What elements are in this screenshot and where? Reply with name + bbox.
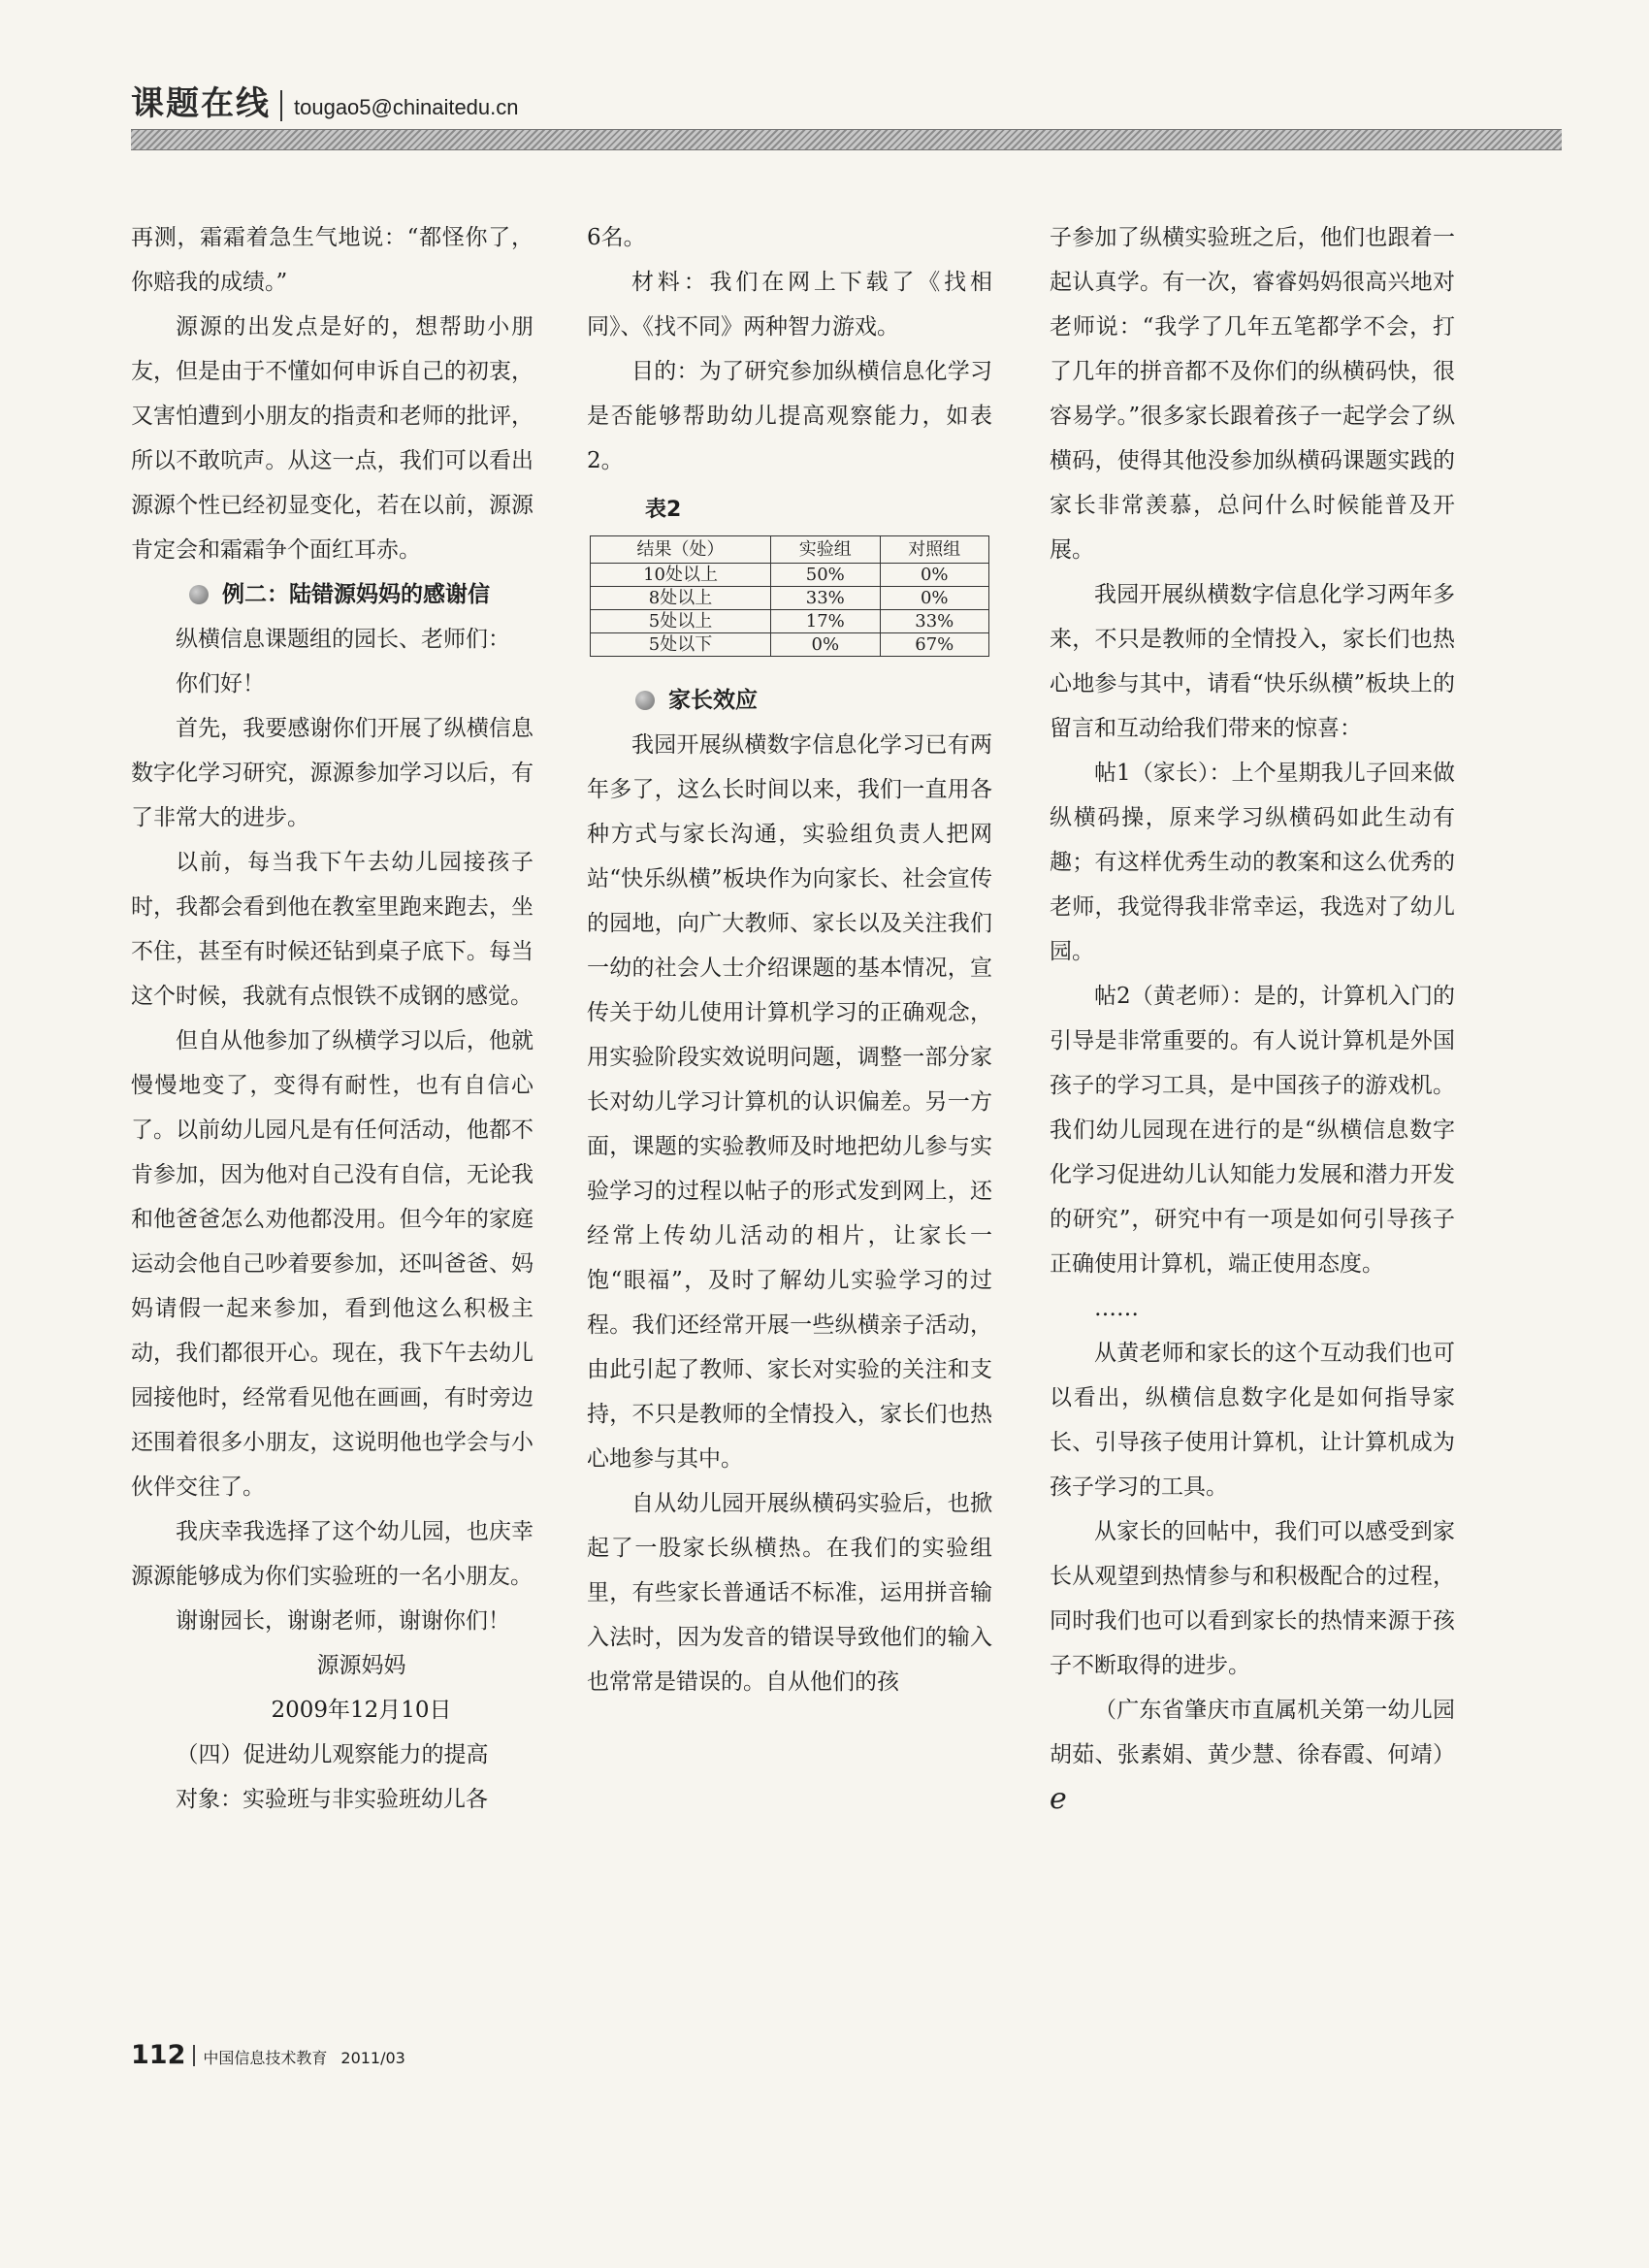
forum-post-2: 帖2（黄老师）：是的，计算机入门的引导是非常重要的。有人说计算机是外国孩子的学习工具，是中国孩子的游戏机。我们幼儿园现在进行的是“纵横信息数字化学习促进幼儿认知能力发展和潜力开发的研究”，研究中有一项是如何引导孩子正确使用计算机，端正使用态度。 xyxy=(1050,984,1455,1277)
paragraph: 材料：我们在网上下载了《找相同》、《找不同》两种智力游戏。 xyxy=(587,270,992,340)
subsection-heading: （四）促进幼儿观察能力的提高 xyxy=(176,1742,489,1767)
end-mark: e xyxy=(1050,1782,1067,1816)
ellipsis: …… xyxy=(1094,1296,1139,1321)
paragraph: 谢谢园长，谢谢老师，谢谢你们！ xyxy=(176,1608,510,1634)
paragraph: 子参加了纵横实验班之后，他们也跟着一起认真学。有一次，睿睿妈妈很高兴地对老师说：“我学了几年五笔都学不会，打了几年的拼音都不及你们的纵横码快，很容易学。”很多家长跟着孩子一起学会了纵横码，使得其他没参加纵横码课题实践的家长非常羡慕，总问什么时候能普及开展。 xyxy=(1050,225,1455,563)
paragraph: 目的：为了研究参加纵横信息化学习是否能够帮助幼儿提高观察能力，如表2。 xyxy=(587,359,992,473)
table-row xyxy=(591,564,989,587)
table-header-cell: 结果（处） xyxy=(591,536,771,564)
table-header-cell: 对照组 xyxy=(880,536,988,564)
table-cell: 10处以上 xyxy=(591,564,771,587)
footer-divider xyxy=(193,2045,195,2066)
letter-date: 2009年12月10日 xyxy=(271,1698,452,1723)
table-cell: 67% xyxy=(880,633,988,657)
letter-signature: 源源妈妈 xyxy=(316,1653,406,1678)
section-name: 课题在线 xyxy=(131,84,271,123)
letter-salutation: 纵横信息课题组的园长、老师们： xyxy=(176,627,510,652)
header-band xyxy=(131,129,1562,150)
heading-text: 家长效应 xyxy=(668,688,758,713)
table-row xyxy=(591,610,989,633)
bullet-dot-icon xyxy=(189,585,209,604)
paragraph: 对象：实验班与非实验班幼儿各 xyxy=(176,1787,488,1812)
table-row xyxy=(591,633,989,657)
running-header xyxy=(131,85,1557,124)
paragraph: 从黄老师和家长的这个互动我们也可以看出，纵横信息数字化是如何指导家长、引导孩子使用计算机，让计算机成为孩子学习的工具。 xyxy=(1050,1341,1455,1500)
journal-issue: 2011/03 xyxy=(340,2049,405,2067)
results-table xyxy=(590,535,989,657)
table-row xyxy=(591,587,989,610)
section-heading-parent-effect xyxy=(587,678,992,723)
table-cell: 0% xyxy=(880,587,988,610)
paragraph: 我园开展纵横数字信息化学习已有两年多了，这么长时间以来，我们一直用各种方式与家长沟通，实验组负责人把网站“快乐纵横”板块作为向家长、社会宣传的园地，向广大教师、家长以及关注我们一幼的社会人士介绍课题的基本情况，宣传关于幼儿使用计算机学习的正确观念，用实验阶段实效说明问题，调整一部分家长对幼儿学习计算机的认识偏差。另一方面，课题的实验教师及时地把幼儿参与实验学习的过程以帖子的形式发到网上，还经常上传幼儿活动的相片，让家长一饱“眼福”，及时了解幼儿实验学习的过程。我们还经常开展一些纵横亲子活动，由此引起了教师、家长对实验的关注和支持，不只是教师的全情投入，家长们也热心地参与其中。 xyxy=(587,732,992,1472)
table-header-row xyxy=(591,536,989,564)
table-cell: 0% xyxy=(880,564,988,587)
column-right xyxy=(1050,215,1455,1824)
paragraph: 自从幼儿园开展纵横码实验后，也掀起了一股家长纵横热。在我们的实验组里，有些家长普通话不标准，运用拼音输入法时，因为发音的错误导致他们的输入也常常是错误的。自从他们的孩 xyxy=(587,1491,992,1695)
paragraph: 首先，我要感谢你们开展了纵横信息数字化学习研究，源源参加学习以后，有了非常大的进步。 xyxy=(131,716,534,830)
table-cell: 50% xyxy=(771,564,880,587)
table-header-cell: 实验组 xyxy=(771,536,880,564)
table-cell: 33% xyxy=(880,610,988,633)
heading-text: 例二：陆错源妈妈的感谢信 xyxy=(222,582,490,607)
table-cell: 5处以下 xyxy=(591,633,771,657)
paragraph: 以前，每当我下午去幼儿园接孩子时，我都会看到他在教室里跑来跑去，坐不住，甚至有时候还钻到桌子底下。每当这个时候，我就有点恨铁不成钢的感觉。 xyxy=(131,850,534,1009)
submission-email: tougao5@chinaitedu.cn xyxy=(294,95,519,119)
author-affiliation xyxy=(1050,1688,1455,1824)
bullet-dot-icon xyxy=(635,691,655,710)
paragraph: 从家长的回帖中，我们可以感受到家长从观望到热情参与和积极配合的过程，同时我们也可以看到家长的热情来源于孩子不断取得的进步。 xyxy=(1050,1519,1455,1678)
table-cell: 0% xyxy=(771,633,880,657)
paragraph: 我庆幸我选择了这个幼儿园，也庆幸源源能够成为你们实验班的一名小朋友。 xyxy=(131,1519,534,1589)
page-number: 112 xyxy=(131,2040,186,2070)
journal-name: 中国信息技术教育 xyxy=(203,2049,328,2067)
page-footer xyxy=(131,2040,405,2070)
column-middle xyxy=(587,215,992,1704)
paragraph: 6名。 xyxy=(587,225,646,250)
paragraph: 源源的出发点是好的，想帮助小朋友，但是由于不懂如何申诉自己的初衷，又害怕遭到小朋友的指责和老师的批评，所以不敢吭声。从这一点，我们可以看出源源个性已经初显变化，若在以前，源源肯定会和霜霜争个面红耳赤。 xyxy=(131,314,534,563)
header-divider xyxy=(280,90,282,121)
section-heading-example2 xyxy=(131,572,534,617)
table-cell: 17% xyxy=(771,610,880,633)
table-cell: 5处以上 xyxy=(591,610,771,633)
paragraph: 我园开展纵横数字信息化学习两年多来，不只是教师的全情投入，家长们也热心地参与其中，请看“快乐纵横”板块上的留言和互动给我们带来的惊喜： xyxy=(1050,582,1455,741)
letter-greeting: 你们好！ xyxy=(176,671,265,697)
column-left xyxy=(131,215,534,1822)
forum-post-1: 帖1（家长）：上个星期我儿子回来做纵横码操，原来学习纵横码如此生动有趣；有这样优秀生动的教案和这么优秀的老师，我觉得我非常幸运，我选对了幼儿园。 xyxy=(1050,761,1455,964)
paragraph: 但自从他参加了纵横学习以后，他就慢慢地变了，变得有耐性，也有自信心了。以前幼儿园凡是有任何活动，他都不肯参加，因为他对自己没有自信，无论我和他爸爸怎么劝他都没用。但今年的家庭运动会他自己吵着要参加，还叫爸爸、妈妈请假一起来参加，看到他这么积极主动，我们都很开心。现在，我下午去幼儿园接他时，经常看见他在画画，有时旁边还围着很多小朋友，这说明他也学会与小伙伴交往了。 xyxy=(131,1028,534,1500)
author-text: （广东省肇庆市直属机关第一幼儿园 胡茹、张素娟、黄少慧、徐春霞、何靖） xyxy=(1050,1698,1455,1767)
table-cell: 8处以上 xyxy=(591,587,771,610)
table-cell: 33% xyxy=(771,587,880,610)
table-title: 表2 xyxy=(645,498,682,522)
paragraph: 再测，霜霜着急生气地说：“都怪你了，你赔我的成绩。” xyxy=(131,225,534,295)
